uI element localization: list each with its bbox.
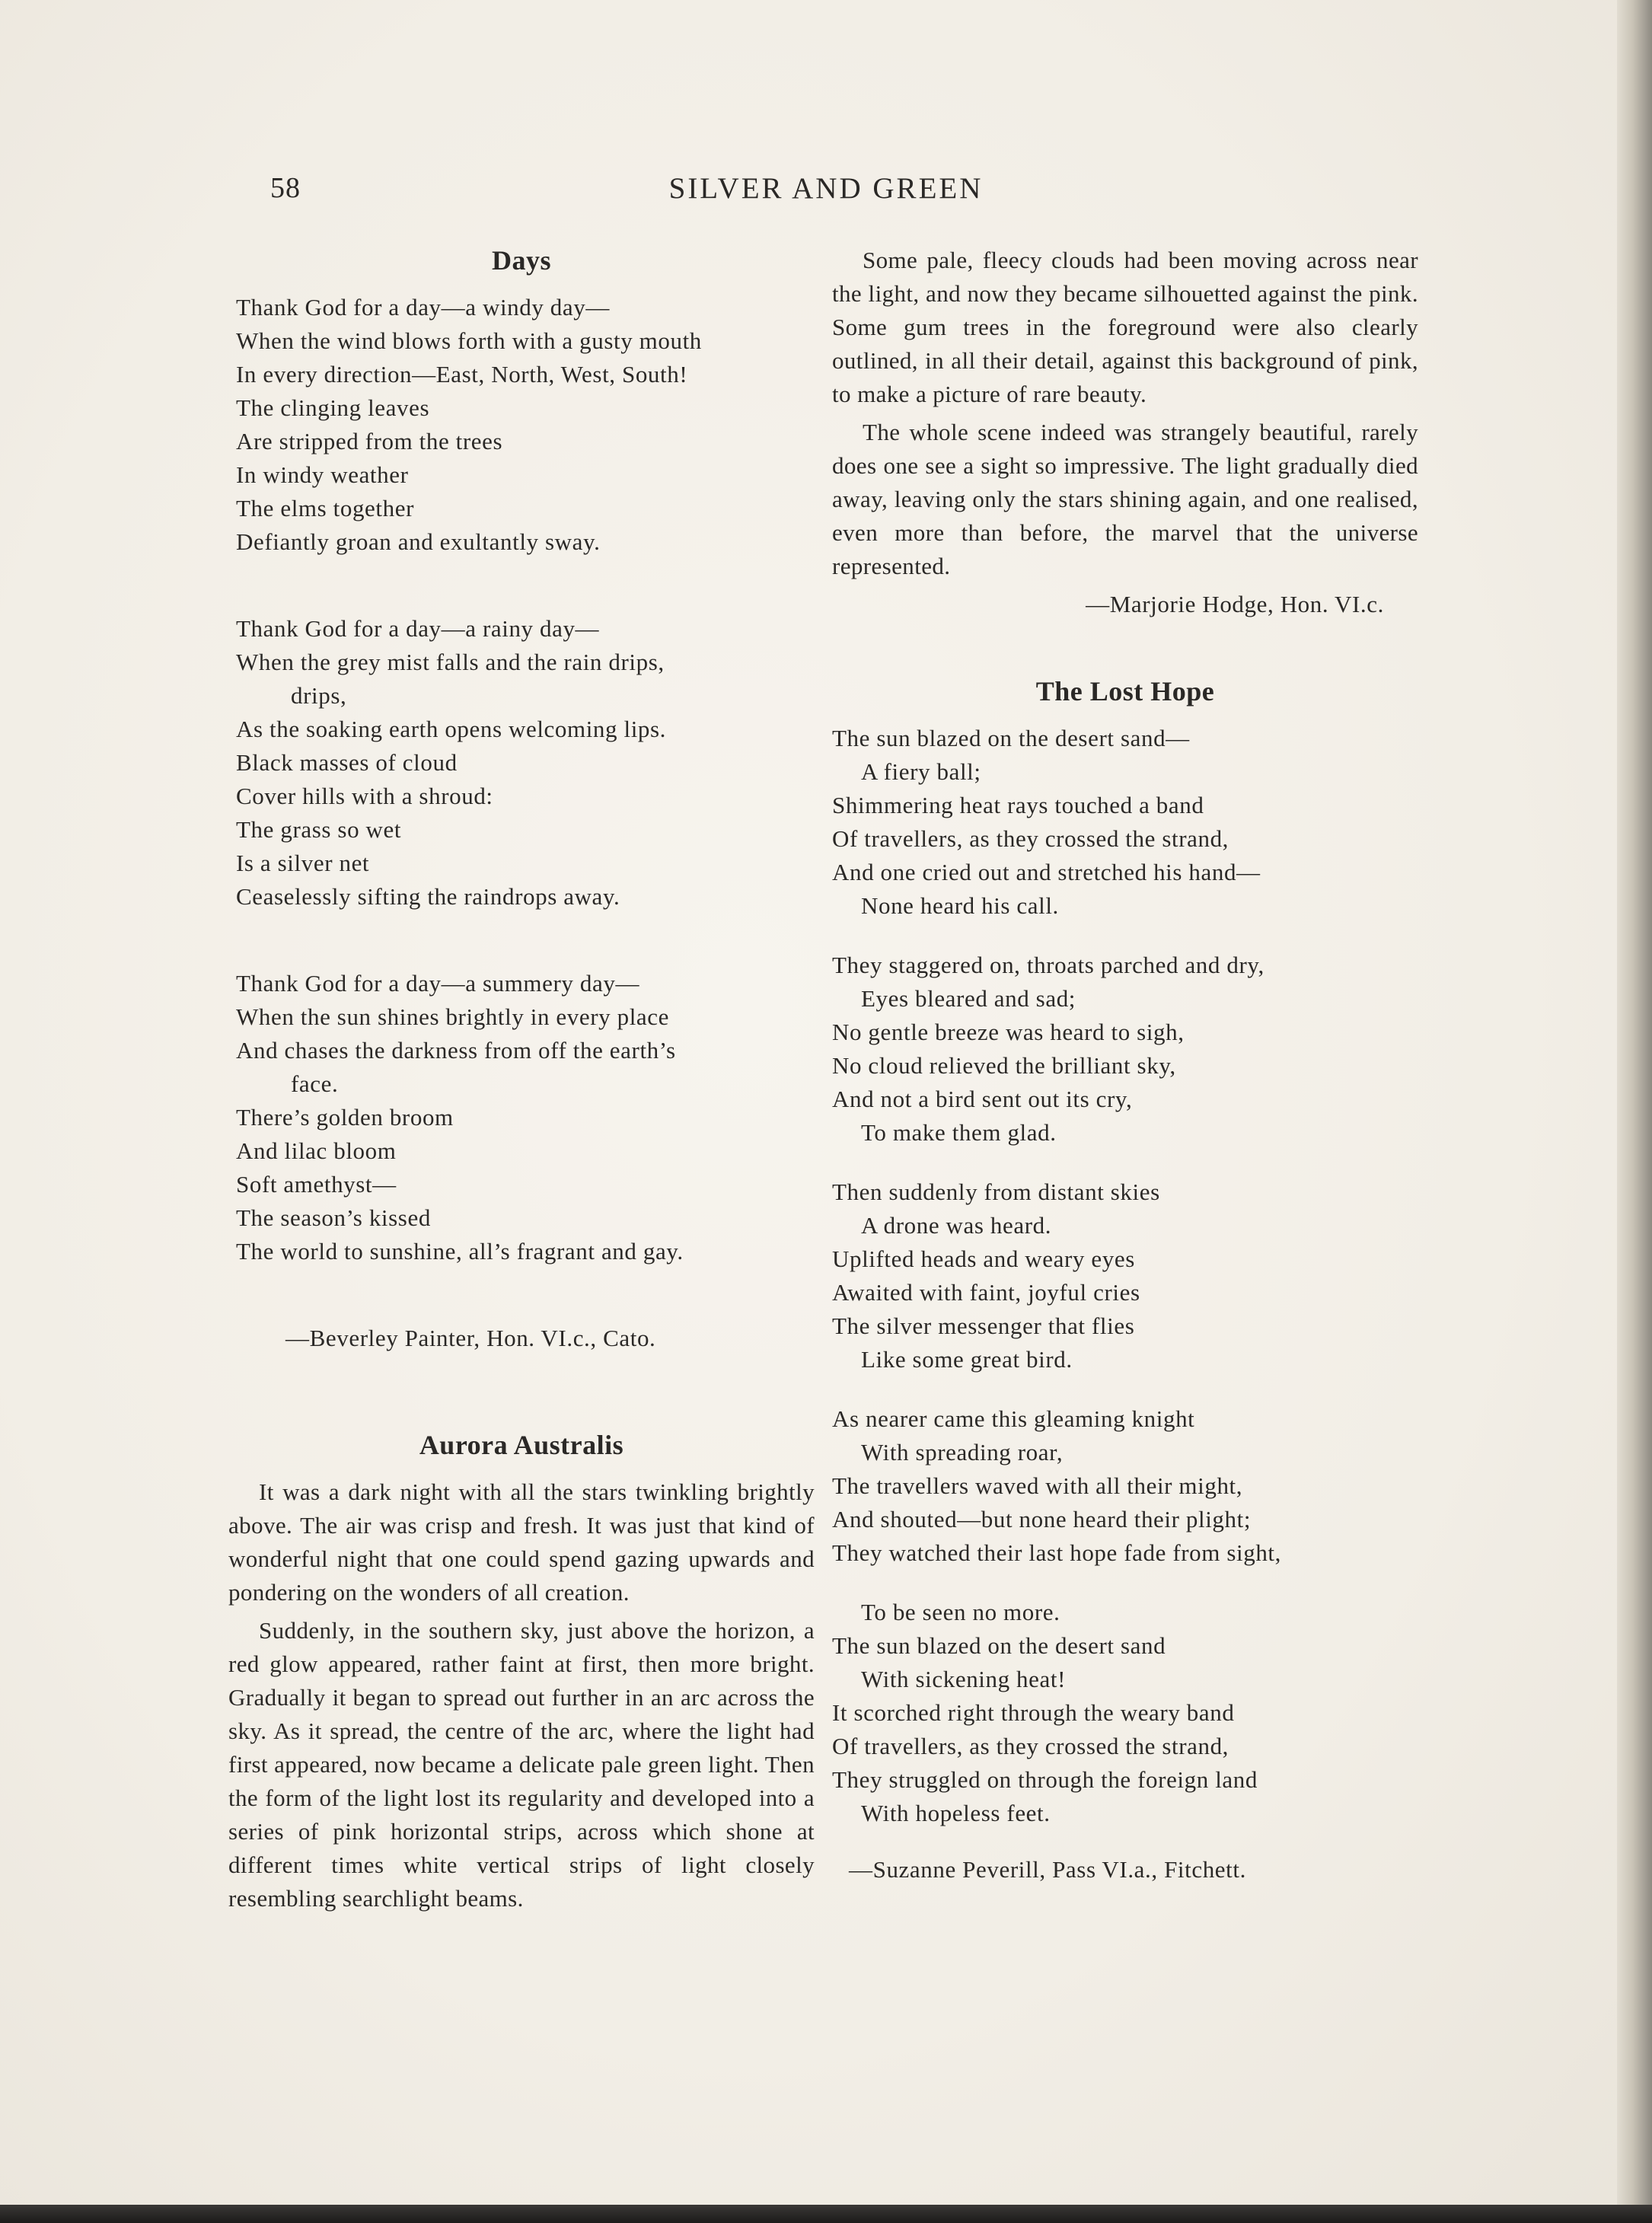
attribution-days: —Beverley Painter, Hon. VI.c., Cato.: [285, 1325, 656, 1351]
poem-line: And lilac bloom: [236, 1137, 397, 1164]
poem-line: drips,: [291, 682, 347, 709]
poem-line: The season’s kissed: [236, 1204, 431, 1231]
poem-line: In windy weather: [236, 461, 409, 488]
poem-line: No gentle breeze was heard to sigh,: [832, 1019, 1185, 1045]
poem-line: The travellers waved with all their might,: [832, 1472, 1243, 1499]
poem-line: Eyes bleared and sad;: [861, 985, 1076, 1012]
poem-line: To make them glad.: [861, 1119, 1057, 1146]
poem-title-days: Days: [491, 245, 551, 276]
poem-line: Black masses of cloud: [236, 749, 458, 776]
poem-line: None heard his call.: [861, 892, 1059, 919]
poem-line: And shouted—but none heard their plight;: [832, 1506, 1252, 1532]
aurora-paragraph-4: The whole scene indeed was strangely beautiful, rarely does one see a sight so impressive. The light gradually died away, leaving only the stars shining again, and one realised, even more than before, the marvel that the universe represented.: [832, 419, 1418, 579]
poem-line: A fiery ball;: [861, 758, 981, 785]
article-aurora-right: [832, 244, 1418, 583]
aurora-paragraph-2: Suddenly, in the southern sky, just above the horizon, a red glow appeared, rather faint at first, then more bright. Gradually it began to spread out further in an arc across the sky. As it spread, the centre of the arc, where the light had first appeared, now became a delicate pale green light. Then the form of the light lost its regularity and developed into a series of pink horizontal strips, across which shone at different times white vertical strips of light closely resembling searchlight beams.: [228, 1617, 815, 1912]
poem-line: Is a silver net: [236, 850, 370, 876]
poem-line: With hopeless feet.: [861, 1800, 1051, 1826]
aurora-paragraph-1: It was a dark night with all the stars twinkling brightly above. The air was crisp and fresh. It was just that kind of wonderful night that one could spend gazing upwards and pondering on the wonders of all creation.: [228, 1478, 815, 1606]
stanza: [236, 612, 815, 914]
poem-line: Ceaselessly sifting the raindrops away.: [236, 883, 620, 910]
poem-line: Soft amethyst—: [236, 1171, 397, 1198]
stanza: [832, 1596, 1418, 1830]
poem-days: [228, 291, 815, 1268]
running-title: SILVER AND GREEN: [668, 172, 984, 205]
poem-line: With spreading roar,: [861, 1439, 1064, 1466]
poem-line: Thank God for a day—a windy day—: [236, 294, 610, 321]
poem-line: To be seen no more.: [861, 1599, 1060, 1625]
aurora-paragraph-3: Some pale, fleecy clouds had been moving across near the light, and now they became silhouetted against the pink. Some gum trees in the foreground were also clearly outlined, in all their detail, against this background of pink, to make a picture of rare beauty.: [832, 247, 1418, 407]
poem-line: Awaited with faint, joyful cries: [832, 1279, 1140, 1306]
stanza: [832, 949, 1418, 1150]
poem-line: Then suddenly from distant skies: [832, 1178, 1160, 1205]
poem-line: And one cried out and stretched his hand—: [832, 859, 1261, 885]
stanza: [832, 1175, 1418, 1376]
scan-bottom-border: [0, 2205, 1652, 2223]
article-title-aurora: Aurora Australis: [419, 1430, 624, 1460]
poem-line: And chases the darkness from off the earth’s: [236, 1037, 676, 1064]
stanza: [236, 967, 815, 1268]
poem-line: Like some great bird.: [861, 1346, 1073, 1373]
poem-line: There’s golden broom: [236, 1104, 454, 1131]
poem-line: The grass so wet: [236, 816, 402, 843]
poem-line: With sickening heat!: [861, 1666, 1067, 1692]
stanza: [236, 291, 815, 559]
poem-line: The clinging leaves: [236, 394, 430, 421]
poem-line: In every direction—East, North, West, South!: [236, 361, 688, 388]
stanza: [832, 1402, 1418, 1570]
attribution-aurora: —Marjorie Hodge, Hon. VI.c.: [1086, 591, 1384, 617]
poem-line: Of travellers, as they crossed the strand,: [832, 1733, 1229, 1759]
poem-line: As nearer came this gleaming knight: [832, 1405, 1195, 1432]
poem-line: It scorched right through the weary band: [832, 1699, 1235, 1726]
poem-line: They struggled on through the foreign land: [832, 1766, 1258, 1793]
page-header: [0, 171, 1652, 217]
poem-line: Defiantly groan and exultantly sway.: [236, 528, 601, 555]
poem-line: Cover hills with a shroud:: [236, 783, 493, 809]
poem-line: The world to sunshine, all’s fragrant and gay.: [236, 1238, 684, 1265]
right-column: [832, 244, 1418, 1887]
poem-lost-hope: [832, 722, 1418, 1830]
stanza: [832, 722, 1418, 923]
poem-line: And not a bird sent out its cry,: [832, 1086, 1133, 1112]
poem-line: They staggered on, throats parched and dry,: [832, 952, 1265, 978]
attribution-lost-hope: —Suzanne Peverill, Pass VI.a., Fitchett.: [849, 1856, 1246, 1883]
poem-line: Are stripped from the trees: [236, 428, 503, 454]
left-column: [228, 244, 815, 1915]
poem-title-lost-hope: The Lost Hope: [1035, 676, 1215, 706]
poem-line: face.: [291, 1070, 339, 1097]
poem-line: The sun blazed on the desert sand: [832, 1632, 1166, 1659]
poem-line: Shimmering heat rays touched a band: [832, 792, 1204, 818]
poem-line: The silver messenger that flies: [832, 1312, 1135, 1339]
poem-line: Thank God for a day—a rainy day—: [236, 615, 600, 642]
poem-line: A drone was heard.: [861, 1212, 1052, 1239]
poem-line: As the soaking earth opens welcoming lips.: [236, 716, 667, 742]
poem-line: The elms together: [236, 495, 415, 521]
poem-line: Thank God for a day—a summery day—: [236, 970, 640, 997]
poem-line: When the grey mist falls and the rain drips,: [236, 649, 665, 675]
poem-line: The sun blazed on the desert sand—: [832, 725, 1190, 751]
poem-line: No cloud relieved the brilliant sky,: [832, 1052, 1176, 1079]
poem-line: They watched their last hope fade from sight,: [832, 1539, 1281, 1566]
poem-line: Uplifted heads and weary eyes: [832, 1245, 1135, 1272]
page-edge-shadow: [1617, 0, 1652, 2223]
poem-line: When the sun shines brightly in every place: [236, 1003, 670, 1030]
page-number: 58: [270, 172, 301, 204]
poem-line: When the wind blows forth with a gusty mouth: [236, 327, 702, 354]
poem-line: Of travellers, as they crossed the strand,: [832, 825, 1229, 852]
article-aurora-left: [228, 1475, 815, 1915]
